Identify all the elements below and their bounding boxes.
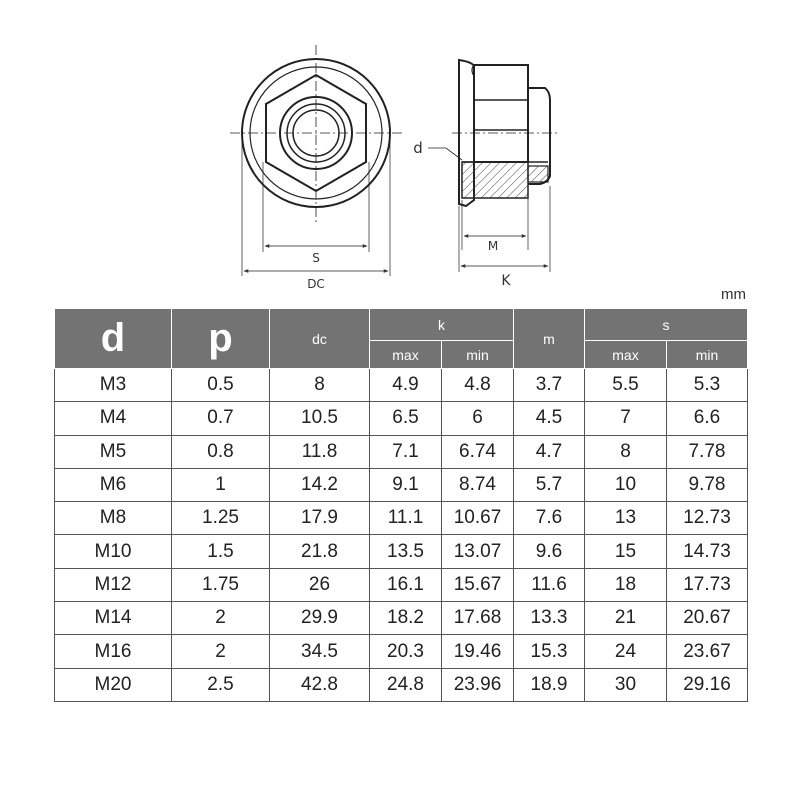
table-cell: 2 xyxy=(172,602,270,635)
table-cell: 17.73 xyxy=(667,568,748,601)
table-cell: 1.75 xyxy=(172,568,270,601)
table-row xyxy=(55,568,748,601)
table-cell: 1.25 xyxy=(172,502,270,535)
table-cell: 4.8 xyxy=(442,369,514,402)
table-cell: 0.8 xyxy=(172,435,270,468)
label-k: K xyxy=(501,273,511,289)
table-row xyxy=(55,402,748,435)
table-cell: 4.5 xyxy=(514,402,585,435)
table-cell: 1.5 xyxy=(172,535,270,568)
table-cell: 34.5 xyxy=(270,635,370,668)
table-cell: 9.1 xyxy=(370,468,442,501)
table-cell: 11.1 xyxy=(370,502,442,535)
table-row xyxy=(55,435,748,468)
table-cell: 7 xyxy=(585,402,667,435)
table-cell: 23.67 xyxy=(667,635,748,668)
table-cell: 8 xyxy=(270,369,370,402)
table-cell: 17.9 xyxy=(270,502,370,535)
table-cell: 17.68 xyxy=(442,602,514,635)
table-cell: 4.7 xyxy=(514,435,585,468)
table-cell: 6 xyxy=(442,402,514,435)
table-cell: 18 xyxy=(585,568,667,601)
label-m: M xyxy=(487,239,499,253)
front-view xyxy=(230,45,402,276)
table-cell: 10.5 xyxy=(270,402,370,435)
table-cell: 7.6 xyxy=(514,502,585,535)
table-cell: 10.67 xyxy=(442,502,514,535)
table-cell: 2.5 xyxy=(172,668,270,701)
table-cell: 4.9 xyxy=(370,369,442,402)
table-cell: 5.3 xyxy=(667,369,748,402)
table-row xyxy=(55,502,748,535)
table-cell: 18.2 xyxy=(370,602,442,635)
table-cell: 14.73 xyxy=(667,535,748,568)
table-cell: M8 xyxy=(55,502,172,535)
table-cell: 30 xyxy=(585,668,667,701)
table-row xyxy=(55,535,748,568)
header-k-max: max xyxy=(370,341,442,369)
header-m: m xyxy=(514,309,585,369)
table-cell: M12 xyxy=(55,568,172,601)
table-cell: M14 xyxy=(55,602,172,635)
table-cell: 6.6 xyxy=(667,402,748,435)
table-cell: M5 xyxy=(55,435,172,468)
table-cell: M6 xyxy=(55,468,172,501)
table-cell: 0.5 xyxy=(172,369,270,402)
table-cell: 9.78 xyxy=(667,468,748,501)
table-cell: 29.16 xyxy=(667,668,748,701)
header-s-max: max xyxy=(585,341,667,369)
header-p: p xyxy=(172,309,270,369)
table-cell: 42.8 xyxy=(270,668,370,701)
table-cell: 20.3 xyxy=(370,635,442,668)
header-k-min: min xyxy=(442,341,514,369)
table-cell: 1 xyxy=(172,468,270,501)
header-s: s xyxy=(585,309,748,341)
table-cell: 2 xyxy=(172,635,270,668)
label-s: S xyxy=(312,251,320,265)
table-cell: 13.07 xyxy=(442,535,514,568)
table-cell: 21.8 xyxy=(270,535,370,568)
table-row xyxy=(55,369,748,402)
table-row xyxy=(55,602,748,635)
table-cell: 15.67 xyxy=(442,568,514,601)
table-cell: 7.1 xyxy=(370,435,442,468)
table-cell: 6.74 xyxy=(442,435,514,468)
table-cell: 8 xyxy=(585,435,667,468)
table-cell: M16 xyxy=(55,635,172,668)
header-k: k xyxy=(370,309,514,341)
table-cell: 14.2 xyxy=(270,468,370,501)
table-cell: 11.8 xyxy=(270,435,370,468)
label-dc: DC xyxy=(307,277,325,291)
label-d: d xyxy=(413,139,423,157)
table-cell: 5.7 xyxy=(514,468,585,501)
table-cell: M4 xyxy=(55,402,172,435)
table-cell: 0.7 xyxy=(172,402,270,435)
table-cell: 9.6 xyxy=(514,535,585,568)
table-cell: 13.3 xyxy=(514,602,585,635)
table-cell: 13 xyxy=(585,502,667,535)
table-cell: 29.9 xyxy=(270,602,370,635)
table-cell: 24 xyxy=(585,635,667,668)
header-d: d xyxy=(55,309,172,369)
table-cell: M10 xyxy=(55,535,172,568)
header-dc: dc xyxy=(270,309,370,369)
table-cell: 23.96 xyxy=(442,668,514,701)
table-cell: 19.46 xyxy=(442,635,514,668)
table-cell: 13.5 xyxy=(370,535,442,568)
table-cell: 20.67 xyxy=(667,602,748,635)
table-cell: 7.78 xyxy=(667,435,748,468)
table-cell: 8.74 xyxy=(442,468,514,501)
table-cell: 6.5 xyxy=(370,402,442,435)
header-s-min: min xyxy=(667,341,748,369)
table-cell: 10 xyxy=(585,468,667,501)
table-cell: M20 xyxy=(55,668,172,701)
table-cell: 11.6 xyxy=(514,568,585,601)
unit-label: mm xyxy=(721,286,746,303)
table-cell: 18.9 xyxy=(514,668,585,701)
table-row xyxy=(55,468,748,501)
table-cell: 15 xyxy=(585,535,667,568)
table-cell: 3.7 xyxy=(514,369,585,402)
technical-drawing xyxy=(0,0,800,300)
table-row xyxy=(55,668,748,701)
table-cell: 26 xyxy=(270,568,370,601)
table-cell: 12.73 xyxy=(667,502,748,535)
table-cell: 24.8 xyxy=(370,668,442,701)
table-row xyxy=(55,635,748,668)
table-cell: M3 xyxy=(55,369,172,402)
table-cell: 5.5 xyxy=(585,369,667,402)
table-cell: 16.1 xyxy=(370,568,442,601)
table-body xyxy=(55,369,748,702)
table-cell: 21 xyxy=(585,602,667,635)
spec-table xyxy=(54,308,748,702)
table-cell: 15.3 xyxy=(514,635,585,668)
